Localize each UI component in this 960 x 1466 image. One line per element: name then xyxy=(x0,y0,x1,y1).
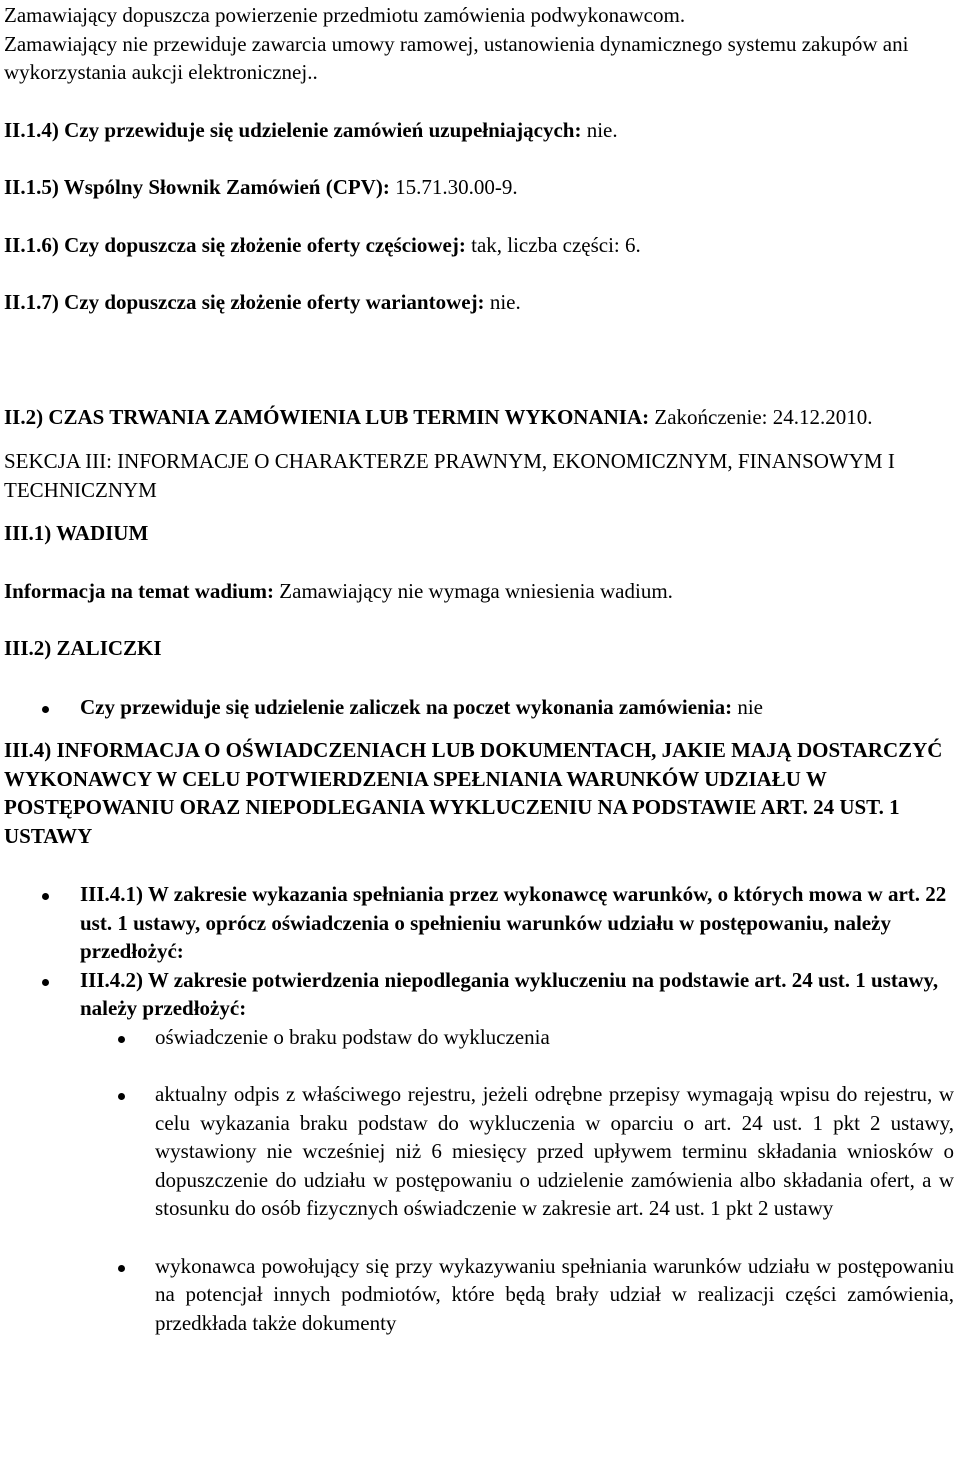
intro-framework: Zamawiający nie przewiduje zawarcia umowy ramowej, ustanowienia dynamicznego systemu zakupów ani wykorzystania aukcji elektronicznej.. xyxy=(4,31,909,84)
q-cpv xyxy=(4,173,954,202)
info4-heading: III.4) INFORMACJA O OŚWIADCZENIACH LUB DOKUMENTACH, JAKIE MAJĄ DOSTARCZYĆ WYKONAWCY W CELU POTWIERDZENIA SPEŁNIANIA WARUNKÓW UDZIAŁU W POSTĘPOWANIU ORAZ NIEPODLEGANIA WYKLUCZENIU NA PODSTAWIE ART. 24 UST. 1 USTAWY xyxy=(4,738,943,848)
zaliczki-heading: III.2) ZALICZKI xyxy=(4,636,162,660)
duration-value: Zakończenie: 24.12.2010. xyxy=(649,404,873,429)
q7-label: II.1.7) Czy dopuszcza się złożenie oferty wariantowej: xyxy=(4,290,485,314)
bullet-icon xyxy=(42,706,49,713)
sub-item-3: wykonawca powołujący się przy wykazywaniu spełniania warunków udziału w postępowaniu na potencjał innych podmiotów, które będą brały udział w realizacji części zamówienia, przedkłada także dokumenty xyxy=(4,1252,954,1338)
sub-item-2: aktualny odpis z właściwego rejestru, jeżeli odrębne przepisy wymagają wpisu do rejestru, w celu wykazania braku podstaw do wykluczenia w oparciu o art. 24 ust. 1 pkt 2 ustawy, wystawiony nie wcześniej niż 6 miesięcy przed upływem terminu składania wniosków o dopuszczenie do udziału w postępowaniu o udzielenie zamówienia albo składania ofert, a w stosunku do osób fizycznych oświadczenie w zakresie art. 24 ust. 1 pkt 2 ustawy xyxy=(4,1080,954,1223)
bullet-icon xyxy=(42,979,49,986)
bullet-icon xyxy=(118,1093,125,1100)
q5-label: II.1.5) Wspólny Słownik Zamówień (CPV): xyxy=(4,175,390,199)
sub-item-1: oświadczenie o braku podstaw do wykluczenia xyxy=(4,1023,954,1052)
q6-label: II.1.6) Czy dopuszcza się złożenie oferty częściowej: xyxy=(4,232,466,257)
item-4-2: III.4.2) W zakresie potwierdzenia niepodlegania wykluczeniu na podstawie art. 24 ust. 1 ustawy, należy przedłożyć: xyxy=(4,966,954,1023)
wadium-label: Informacja na temat wadium: xyxy=(4,578,275,603)
bullet-icon xyxy=(118,1265,125,1272)
bullet-icon xyxy=(42,893,49,900)
q-supplementary-orders xyxy=(4,116,954,145)
q4-label: II.1.4) Czy przewiduje się udzielenie zamówień uzupełniających: xyxy=(4,117,582,142)
q4-value: nie. xyxy=(581,117,618,142)
bullet-icon xyxy=(118,1036,125,1043)
zaliczki-item xyxy=(4,693,954,722)
wadium-heading: III.1) WADIUM xyxy=(4,521,149,545)
zaliczki-label: Czy przewiduje się udzielenie zaliczek na poczet wykonania zamówienia: xyxy=(80,694,733,719)
zaliczki-value: nie xyxy=(732,694,763,719)
wadium-info xyxy=(4,577,954,606)
wadium-value: Zamawiający nie wymaga wniesienia wadium. xyxy=(274,578,673,603)
item-4-1: III.4.1) W zakresie wykazania spełniania przez wykonawcę warunków, o których mowa w art. 22 ust. 1 ustawy, oprócz oświadczenia o spełnieniu warunków udziału w postępowaniu, należy przedłożyć: xyxy=(4,880,954,966)
q5-value: 15.71.30.00-9. xyxy=(389,175,518,199)
document-page xyxy=(4,0,954,1337)
section3-heading: SEKCJA III: INFORMACJE O CHARAKTERZE PRAWNYM, EKONOMICZNYM, FINANSOWYM I TECHNICZNYM xyxy=(4,449,895,502)
q7-value: nie. xyxy=(484,290,521,314)
q-variant-offer xyxy=(4,288,954,317)
intro-subcontract: Zamawiający dopuszcza powierzenie przedmiotu zamówienia podwykonawcom. xyxy=(4,3,686,27)
q6-value: tak, liczba części: 6. xyxy=(465,232,641,257)
q-partial-offer xyxy=(4,231,954,260)
duration xyxy=(4,403,954,432)
duration-label: II.2) CZAS TRWANIA ZAMÓWIENIA LUB TERMIN WYKONANIA: xyxy=(4,404,650,429)
